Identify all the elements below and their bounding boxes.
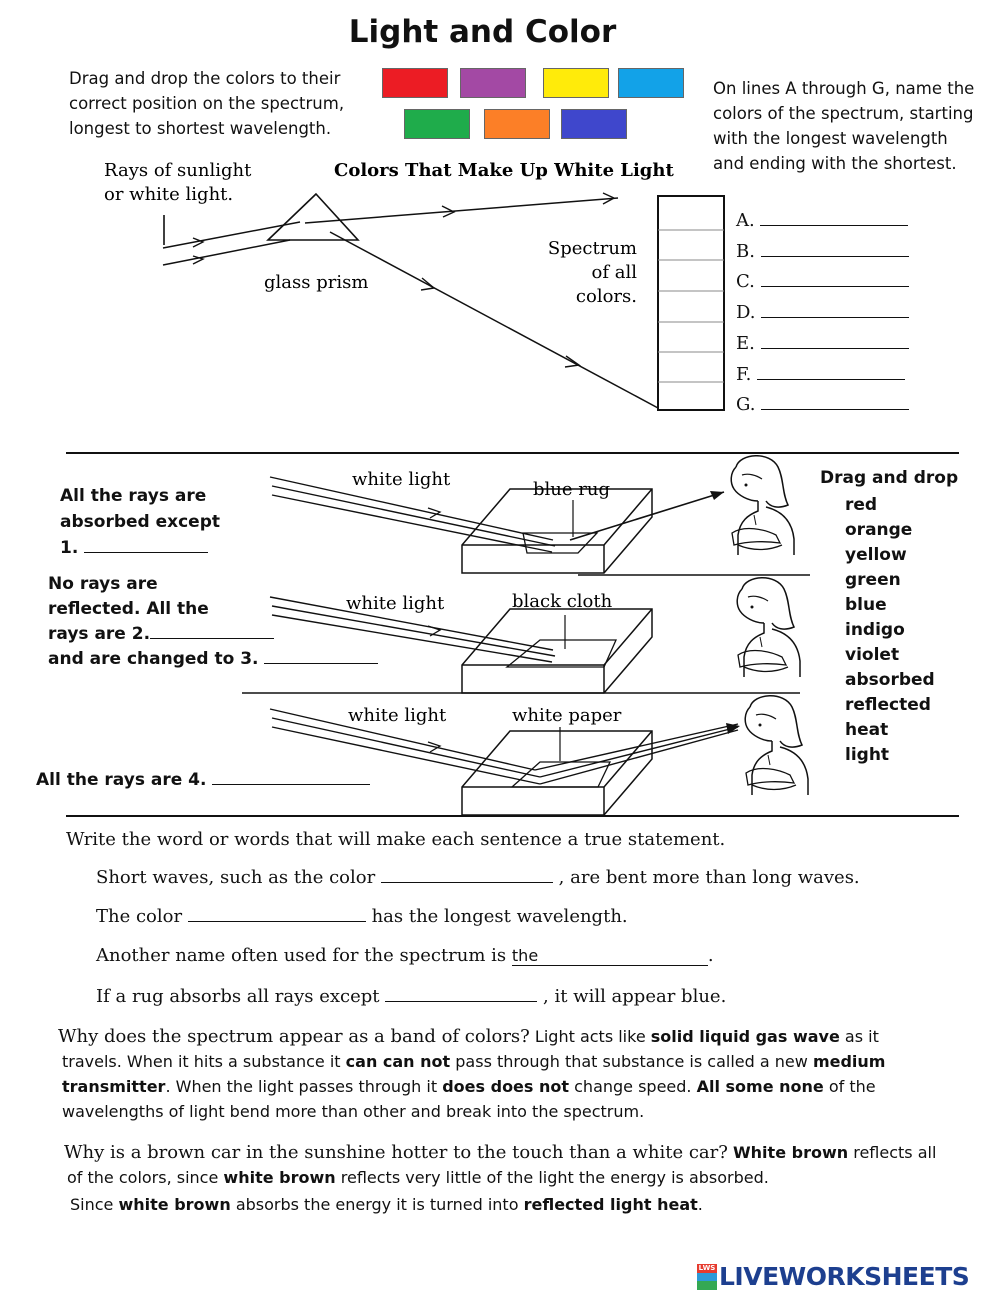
word-indigo[interactable]: indigo	[845, 620, 905, 640]
panel2-object-label: black cloth	[512, 591, 613, 612]
spectrum-slot-1[interactable]	[659, 197, 723, 230]
blank-q3[interactable]	[264, 647, 378, 664]
answer-blank-d[interactable]	[761, 301, 909, 318]
color-swatch-red[interactable]	[382, 68, 448, 98]
answer-blank-f[interactable]	[757, 363, 905, 380]
spectrum-lines-instruction: On lines A through G, name the colors of the spectrum, starting with the longest wavelength and ending with the shortest.	[713, 79, 975, 173]
answer-blank-g[interactable]	[761, 393, 909, 410]
choice-transmitter[interactable]: transmitter	[62, 1077, 166, 1096]
sentences-intro: Write the word or words that will make each sentence a true statement.	[66, 829, 726, 850]
color-swatch-yellow[interactable]	[543, 68, 609, 98]
spectrum-slot-5[interactable]	[659, 322, 723, 352]
section-divider-top	[66, 452, 959, 454]
sentence-4: If a rug absorbs all rays except , it will appear blue.	[96, 986, 727, 1007]
spectrum-line-e: E.	[736, 332, 909, 354]
word-blue[interactable]: blue	[845, 595, 887, 615]
word-orange[interactable]: orange	[845, 520, 913, 540]
spectrum-line-f: F.	[736, 363, 905, 385]
section-divider-bottom	[66, 815, 959, 817]
color-swatch-green[interactable]	[404, 109, 470, 139]
blank-q4[interactable]	[212, 768, 370, 785]
reflection-question-4: All the rays are 4.	[36, 768, 370, 790]
word-bank	[820, 466, 958, 768]
answer-blank-b[interactable]	[761, 240, 909, 257]
sentence-1: Short waves, such as the color , are bent more than long waves.	[96, 867, 860, 888]
sentence-2: The color has the longest wavelength.	[96, 906, 628, 927]
sunlight-label-1: Rays of sunlight	[104, 160, 252, 181]
spectrum-label-3: colors.	[575, 286, 637, 307]
spectrum-line-d: D.	[736, 301, 909, 323]
blank-q2[interactable]	[150, 622, 274, 639]
word-light[interactable]: light	[845, 745, 890, 765]
drag-colors-instruction: Drag and drop the colors to their correct position on the spectrum, longest to shortest wavelength.	[69, 69, 345, 138]
refracted-ray-top	[305, 198, 618, 223]
blank-sentence-3[interactable]: the	[512, 946, 708, 966]
color-swatch-purple[interactable]	[460, 68, 526, 98]
blank-sentence-4[interactable]	[385, 985, 537, 1002]
glass-prism	[268, 194, 358, 240]
color-swatch-sky-blue[interactable]	[618, 68, 684, 98]
word-red[interactable]: red	[845, 495, 878, 515]
word-reflected[interactable]: reflected	[845, 695, 931, 715]
answer-blank-e[interactable]	[761, 332, 909, 349]
glass-prism-label: glass prism	[264, 272, 369, 293]
spectrum-label-1: Spectrum	[547, 238, 637, 259]
panel-blue-rug	[270, 456, 810, 575]
choice-car-1[interactable]: White brown	[733, 1143, 849, 1162]
spectrum-slot-7[interactable]	[659, 382, 723, 410]
choice-speed[interactable]: does does not	[442, 1077, 570, 1096]
spectrum-slot-2[interactable]	[659, 230, 723, 260]
spectrum-line-c: C.	[736, 270, 909, 292]
incoming-ray-1	[163, 222, 300, 248]
answer-blank-c[interactable]	[761, 270, 909, 287]
reflection-question-2: No rays are reflected. All the rays are 2. and are changed to 3.	[48, 572, 378, 672]
panel3-white-light-label: white light	[348, 705, 447, 726]
spectrum-slot-6[interactable]	[659, 352, 723, 382]
answer-blank-a[interactable]	[760, 209, 908, 226]
blank-q1[interactable]	[84, 536, 208, 553]
spectrum-line-b: B.	[736, 240, 909, 262]
liveworksheets-logo	[697, 1262, 969, 1291]
spectrum-slot-3[interactable]	[659, 260, 723, 291]
page-title: Light and Color	[348, 14, 617, 50]
choice-medium[interactable]: medium	[812, 1052, 886, 1071]
word-heat[interactable]: heat	[845, 720, 889, 740]
choice-can-pass[interactable]: can can not	[345, 1052, 451, 1071]
word-yellow[interactable]: yellow	[845, 545, 907, 565]
word-bank-heading: Drag and drop	[820, 468, 959, 488]
panel3-object-label: white paper	[512, 705, 622, 726]
panel1-white-light-label: white light	[352, 469, 451, 490]
word-green[interactable]: green	[845, 570, 901, 590]
liveworksheets-wordmark: LIVEWORKSHEETS	[719, 1262, 970, 1291]
choice-car-2[interactable]: white brown	[223, 1168, 336, 1187]
choice-car-3[interactable]: white brown	[118, 1195, 231, 1214]
spectrum-question: Why does the spectrum appear as a band of colors? Light acts like solid liquid gas wave as it travels. When it hits a substance it can can not pass through that substance is called a new medium transmitter. When the light passes through it does does not change speed. All some none of the wavelengths of light bend more than other and break into the spectrum.	[58, 1026, 886, 1121]
reflection-question-1: All the rays are absorbed except 1.	[60, 486, 221, 558]
panel1-object-label: blue rug	[533, 479, 610, 500]
car-question: Why is a brown car in the sunshine hotter to the touch than a white car? White brown reflects all of the colors, since white brown reflects very little of the light the energy is absorbed. Since white brown absorbs the energy it is turned into reflected light heat.	[64, 1142, 937, 1214]
choice-light-state[interactable]: solid liquid gas wave	[650, 1027, 840, 1046]
word-absorbed[interactable]: absorbed	[845, 670, 935, 690]
liveworksheets-icon: LWS	[697, 1264, 717, 1290]
color-swatch-indigo[interactable]	[561, 109, 627, 139]
sentence-3: Another name often used for the spectrum is the .	[96, 945, 714, 966]
color-swatch-orange[interactable]	[484, 109, 550, 139]
choice-all-some-none[interactable]: All some none	[696, 1077, 824, 1096]
blank-sentence-1[interactable]	[381, 866, 553, 883]
spectrum-slot-4[interactable]	[659, 291, 723, 322]
panel2-white-light-label: white light	[346, 593, 445, 614]
sunlight-label-2: or white light.	[104, 184, 234, 205]
spectrum-line-g: G.	[736, 393, 909, 415]
spectrum-line-a: A.	[736, 209, 908, 231]
choice-car-4[interactable]: reflected light heat	[523, 1195, 698, 1214]
blank-sentence-2[interactable]	[188, 905, 366, 922]
diagram-heading: Colors That Make Up White Light	[334, 160, 674, 181]
spectrum-label-2: of all	[591, 262, 637, 283]
word-violet[interactable]: violet	[845, 645, 900, 665]
